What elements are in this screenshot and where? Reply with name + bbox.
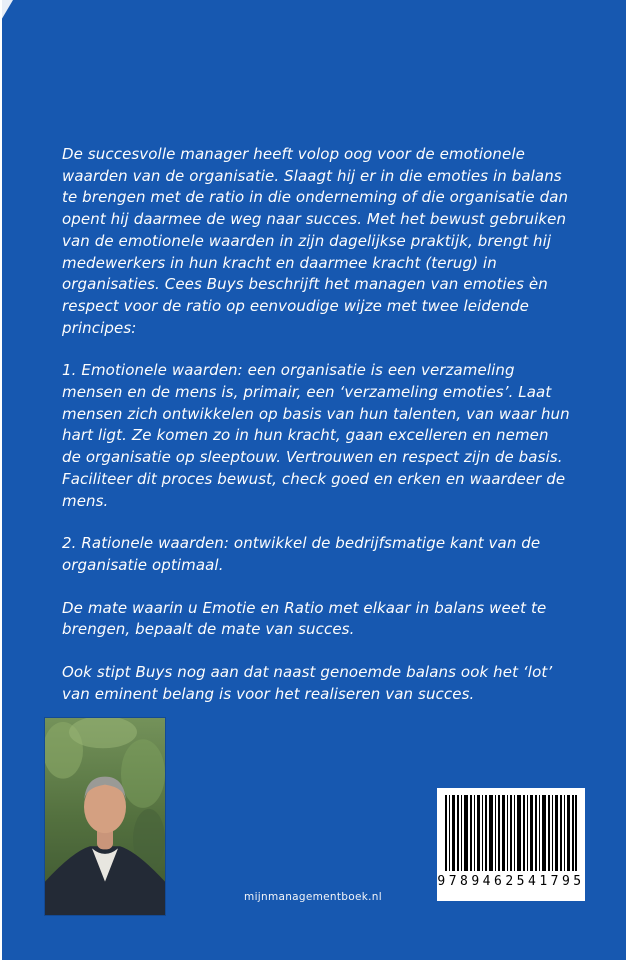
barcode-number: 9789462541795 xyxy=(437,874,585,889)
author-photo-graphic xyxy=(45,718,165,915)
page-corner xyxy=(0,0,13,22)
author-photo xyxy=(45,718,165,915)
back-cover-text xyxy=(62,144,570,726)
paragraph-principle-1: 1. Emotionele waarden: een organisatie is een verzameling mensen en de mens is, primair, een ‘verzameling emoties’. Laat mensen zich ontwikkelen op basis van hun talenten, van waar hun hart ligt. Ze komen zo in hun kracht, gaan excelleren en nemen de organisatie op sleeptouw. Vertrouwen en respect zijn de basis. Faciliteer dit proces bewust, check goed en erken en waardeer de mens. xyxy=(62,361,570,510)
paragraph-intro: De succesvolle manager heeft volop oog voor de emotionele waarden van de organisatie. Slaagt hij er in die emoties in balans te brengen met de ratio in die onderneming of die organisatie dan opent hij daarmee de weg naar succes. Met het bewust gebruiken van de emotionele waarden in zijn dagelijkse praktijk, brengt hij medewerkers in hun kracht en daarmee kracht (terug) in organisaties. Cees Buys beschrijft het managen van emoties èn respect voor de ratio op eenvoudige wijze met twee leidende principes: xyxy=(62,145,569,337)
paragraph-balance: De mate waarin u Emotie en Ratio met elkaar in balans weet te brengen, bepaalt de mate van succes. xyxy=(62,598,547,639)
barcode-bars-icon xyxy=(445,795,577,871)
paragraph-principle-2: 2. Rationele waarden: ontwikkel de bedrijfsmatige kant van de organisatie optimaal. xyxy=(62,534,541,574)
barcode xyxy=(437,788,585,901)
paragraph-lot: Ook stipt Buys nog aan dat naast genoemde balans ook het ‘lot’ van eminent belang is voor het realiseren van succes. xyxy=(62,663,553,703)
website-text: mijnmanagementboek.nl xyxy=(244,891,382,903)
